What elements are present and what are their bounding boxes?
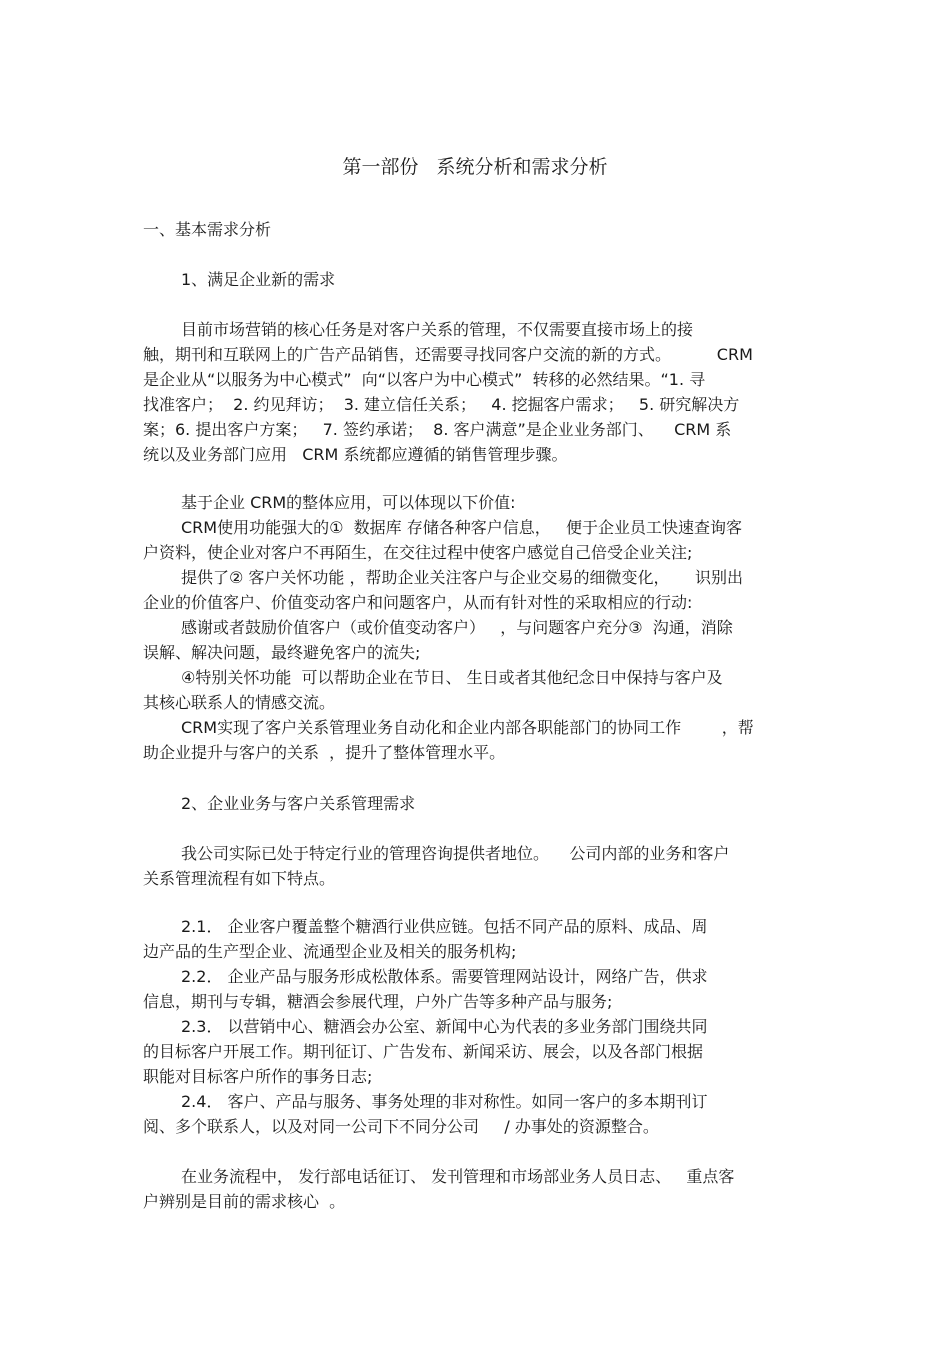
- paragraph-line: 我公司实际已处于特定行业的管理咨询提供者地位。 公司内部的业务和客户: [181, 844, 730, 863]
- paragraph-line: 案；6. 提出客户方案； 7. 签约承诺； 8. 客户满意”是企业业务部门、 CRM 系: [143, 420, 732, 439]
- section-heading: 一、基本需求分析: [143, 220, 272, 239]
- list-item: 2.2． 企业产品与服务形成松散体系。需要管理网站设计，网络广告，供求: [181, 967, 708, 986]
- paragraph-line: 误解、解决问题，最终避免客户的流失;: [143, 643, 421, 662]
- list-item: 2.3． 以营销中心、糖酒会办公室、新闻中心为代表的多业务部门围绕共同: [181, 1017, 708, 1036]
- paragraph-line: 提供了② 客户关怀功能 ，帮助企业关注客户与企业交易的细微变化， 识别出: [181, 568, 743, 587]
- document-title: 第一部份 系统分析和需求分析: [342, 156, 608, 178]
- paragraph-line: 找准客户； 2. 约见拜访； 3. 建立信任关系； 4. 挖掘客户需求； 5. 研究解决方: [143, 395, 740, 414]
- paragraph-line: 感谢或者鼓励价值客户（或价值变动客户） ，与问题客户充分③ 沟通，消除: [181, 618, 733, 637]
- paragraph-line: 其核心联系人的情感交流。: [143, 693, 336, 712]
- paragraph-line: 触，期刊和互联网上的广告产品销售，还需要寻找同客户交流的新的方式。 CRM: [143, 345, 753, 364]
- paragraph-line: 户辨别是目前的需求核心 。: [143, 1192, 346, 1211]
- list-item: 2.4． 客户、产品与服务、事务处理的非对称性。如同一客户的多本期刊订: [181, 1092, 708, 1111]
- paragraph-line: 关系管理流程有如下特点。: [143, 869, 336, 888]
- paragraph-line: CRM实现了客户关系管理业务自动化和企业内部各职能部门的协同工作 ，帮: [181, 718, 754, 737]
- paragraph-line: 统以及业务部门应用 CRM 系统都应遵循的销售管理步骤。: [143, 445, 568, 464]
- paragraph-line: ④特别关怀功能 可以帮助企业在节日、 生日或者其他纪念日中保持与客户及: [181, 668, 723, 687]
- paragraph-line: CRM使用功能强大的① 数据库 存储各种客户信息， 便于企业员工快速查询客: [181, 518, 742, 537]
- subsection-heading: 2、企业业务与客户关系管理需求: [181, 794, 416, 813]
- paragraph-line: 企业的价值客户、价值变动客户和问题客户，从而有针对性的采取相应的行动:: [143, 593, 693, 612]
- paragraph-line: 是企业从“以服务为中心模式” 向“以客户为中心模式” 转移的必然结果。“1. 寻: [143, 370, 706, 389]
- subsection-heading: 1、满足企业新的需求: [181, 270, 336, 289]
- list-item: 2.1． 企业客户覆盖整个糖酒行业供应链。包括不同产品的原料、成品、周: [181, 917, 708, 936]
- paragraph-line: 目前市场营销的核心任务是对客户关系的管理，不仅需要直接市场上的接: [181, 320, 694, 339]
- list-item-continuation: 阅、多个联系人，以及对同一公司下不同分公司 / 办事处的资源整合。: [143, 1117, 659, 1136]
- paragraph-line: 户资料，使企业对客户不再陌生，在交往过程中使客户感觉自己倍受企业关注;: [143, 543, 693, 562]
- paragraph-line: 基于企业 CRM的整体应用，可以体现以下价值:: [181, 493, 516, 512]
- paragraph-line: 在业务流程中， 发行部电话征订、 发刊管理和市场部业务人员日志、 重点客: [181, 1167, 735, 1186]
- list-item-continuation: 的目标客户开展工作。期刊征订、广告发布、新闻采访、展会，以及各部门根据: [143, 1042, 704, 1061]
- list-item-continuation: 边产品的生产型企业、流通型企业及相关的服务机构;: [143, 942, 517, 961]
- list-item-continuation: 职能对目标客户所作的事务日志;: [143, 1067, 373, 1086]
- paragraph-line: 助企业提升与客户的关系 ，提升了整体管理水平。: [143, 743, 506, 762]
- list-item-continuation: 信息，期刊与专辑，糖酒会参展代理，户外广告等多种产品与服务;: [143, 992, 613, 1011]
